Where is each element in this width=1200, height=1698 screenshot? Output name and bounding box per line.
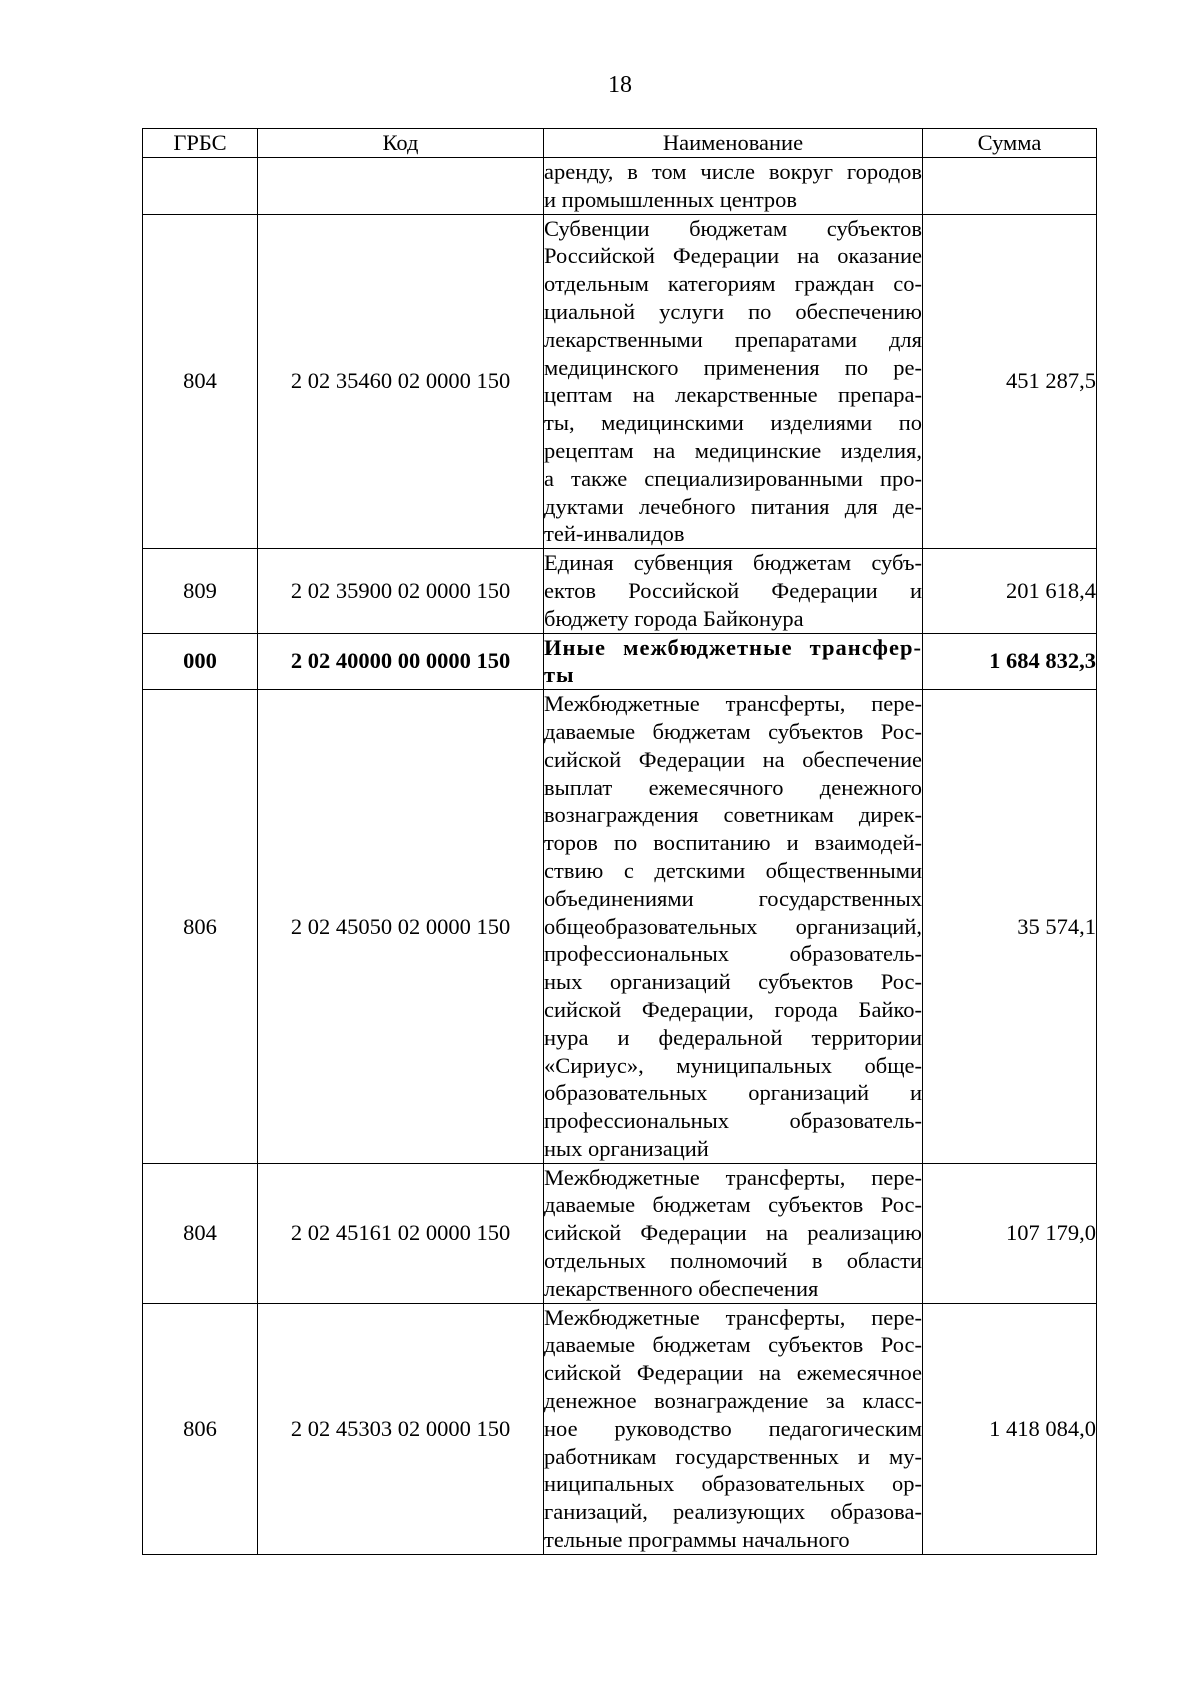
name-line: бюджету города Байконура — [544, 605, 804, 631]
grbs-cell: 804 — [143, 1163, 258, 1303]
name-line: сийской Федерации на реализацию — [544, 1220, 922, 1246]
name-line: ное руководство педагогическим — [544, 1415, 922, 1441]
name-line: ных организаций субъектов Рос- — [544, 969, 922, 995]
sum-cell: 35 574,1 — [923, 690, 1097, 1164]
page-number: 18 — [608, 72, 632, 98]
name-line: общеобразовательных организаций, — [544, 913, 922, 939]
table-row — [143, 633, 1097, 690]
name-cell — [544, 549, 923, 633]
name-cell — [544, 214, 923, 549]
name-line: нура и федеральной территории — [544, 1024, 922, 1050]
name-cell — [544, 633, 923, 690]
name-line: торов по воспитанию и взаимодей- — [544, 830, 922, 856]
grbs-cell — [143, 158, 258, 215]
name-line: объединениями государственных — [544, 885, 922, 911]
name-cell — [544, 1303, 923, 1554]
name-line: лекарственного обеспечения — [544, 1275, 819, 1301]
name-line: профессиональных образователь- — [544, 1108, 922, 1134]
kod-cell — [258, 158, 544, 215]
table-row — [143, 214, 1097, 549]
name-line: Межбюджетные трансферты, пере- — [544, 1164, 922, 1190]
budget-table — [142, 128, 1097, 1555]
table-row — [143, 1303, 1097, 1554]
name-cell — [544, 158, 923, 215]
name-line: «Сириус», муниципальных обще- — [544, 1052, 922, 1078]
name-line: выплат ежемесячного денежного — [544, 774, 922, 800]
name-line: отдельным категориям граждан со- — [544, 271, 922, 297]
grbs-cell: 804 — [143, 214, 258, 549]
sum-cell: 451 287,5 — [923, 214, 1097, 549]
name-line: даваемые бюджетам субъектов Рос- — [544, 718, 922, 744]
name-line: дуктами лечебного питания для де- — [544, 493, 922, 519]
name-line: работникам государственных и му- — [544, 1443, 922, 1469]
kod-cell: 2 02 35460 02 0000 150 — [258, 214, 544, 549]
name-line: сийской Федерации на ежемесячное — [544, 1360, 922, 1386]
name-line: тельные программы начального — [544, 1527, 850, 1553]
name-line: и промышленных центров — [544, 186, 798, 212]
table-header-row — [143, 129, 1097, 158]
header-name: Наименование — [544, 129, 923, 158]
name-line: циальной услуги по обеспечению — [544, 298, 922, 324]
header-grbs: ГРБС — [143, 129, 258, 158]
grbs-cell: 809 — [143, 549, 258, 633]
table-body — [143, 158, 1097, 1555]
name-line: ных организаций — [544, 1135, 709, 1161]
name-cell — [544, 1163, 923, 1303]
header-kod: Код — [258, 129, 544, 158]
name-line: аренду, в том числе вокруг городов — [544, 159, 922, 184]
name-line: рецептам на медицинские изделия, — [544, 437, 922, 463]
sum-cell — [923, 158, 1097, 215]
name-line: даваемые бюджетам субъектов Рос- — [544, 1192, 922, 1218]
name-line: Межбюджетные трансферты, пере- — [544, 1304, 922, 1330]
name-line: ектов Российской Федерации и — [544, 577, 922, 603]
kod-cell: 2 02 45161 02 0000 150 — [258, 1163, 544, 1303]
sum-cell: 107 179,0 — [923, 1163, 1097, 1303]
name-line: цептам на лекарственные препара- — [544, 382, 922, 408]
sum-cell: 201 618,4 — [923, 549, 1097, 633]
name-line: ниципальных образовательных ор- — [544, 1471, 922, 1497]
kod-cell: 2 02 45050 02 0000 150 — [258, 690, 544, 1164]
name-line: профессиональных образователь- — [544, 941, 922, 967]
name-line: вознаграждения советникам дирек- — [544, 802, 922, 828]
name-line: ганизаций, реализующих образова- — [544, 1499, 922, 1525]
name-line: отдельных полномочий в области — [544, 1248, 922, 1274]
kod-cell: 2 02 40000 00 0000 150 — [258, 633, 544, 690]
grbs-cell: 000 — [143, 633, 258, 690]
name-line: лекарственными препаратами для — [544, 326, 922, 352]
name-line: Субвенции бюджетам субъектов — [544, 215, 922, 241]
name-cell — [544, 690, 923, 1164]
name-line: а также специализированными про- — [544, 465, 922, 491]
name-line: сийской Федерации на обеспечение — [544, 746, 922, 772]
name-line: Российской Федерации на оказание — [544, 243, 922, 269]
sum-cell: 1 684 832,3 — [923, 633, 1097, 690]
name-line: ты, медицинскими изделиями по — [544, 410, 922, 436]
table-row — [143, 690, 1097, 1164]
header-sum: Сумма — [923, 129, 1097, 158]
name-line: денежное вознаграждение за класс- — [544, 1388, 922, 1414]
name-line: ты — [544, 662, 575, 688]
kod-cell: 2 02 35900 02 0000 150 — [258, 549, 544, 633]
name-line: Межбюджетные трансферты, пере- — [544, 691, 922, 717]
name-line: ствию с детскими общественными — [544, 857, 922, 883]
table-row — [143, 549, 1097, 633]
name-line: Иные межбюджетные трансфер- — [544, 634, 922, 660]
grbs-cell: 806 — [143, 690, 258, 1164]
table-row — [143, 158, 1097, 215]
table-row — [143, 1163, 1097, 1303]
name-line: образовательных организаций и — [544, 1080, 922, 1106]
sum-cell: 1 418 084,0 — [923, 1303, 1097, 1554]
grbs-cell: 806 — [143, 1303, 258, 1554]
name-line: даваемые бюджетам субъектов Рос- — [544, 1332, 922, 1358]
name-line: сийской Федерации, города Байко- — [544, 996, 922, 1022]
name-line: медицинского применения по ре- — [544, 354, 922, 380]
kod-cell: 2 02 45303 02 0000 150 — [258, 1303, 544, 1554]
name-line: тей-инвалидов — [544, 521, 685, 547]
name-line: Единая субвенция бюджетам субъ- — [544, 550, 922, 576]
